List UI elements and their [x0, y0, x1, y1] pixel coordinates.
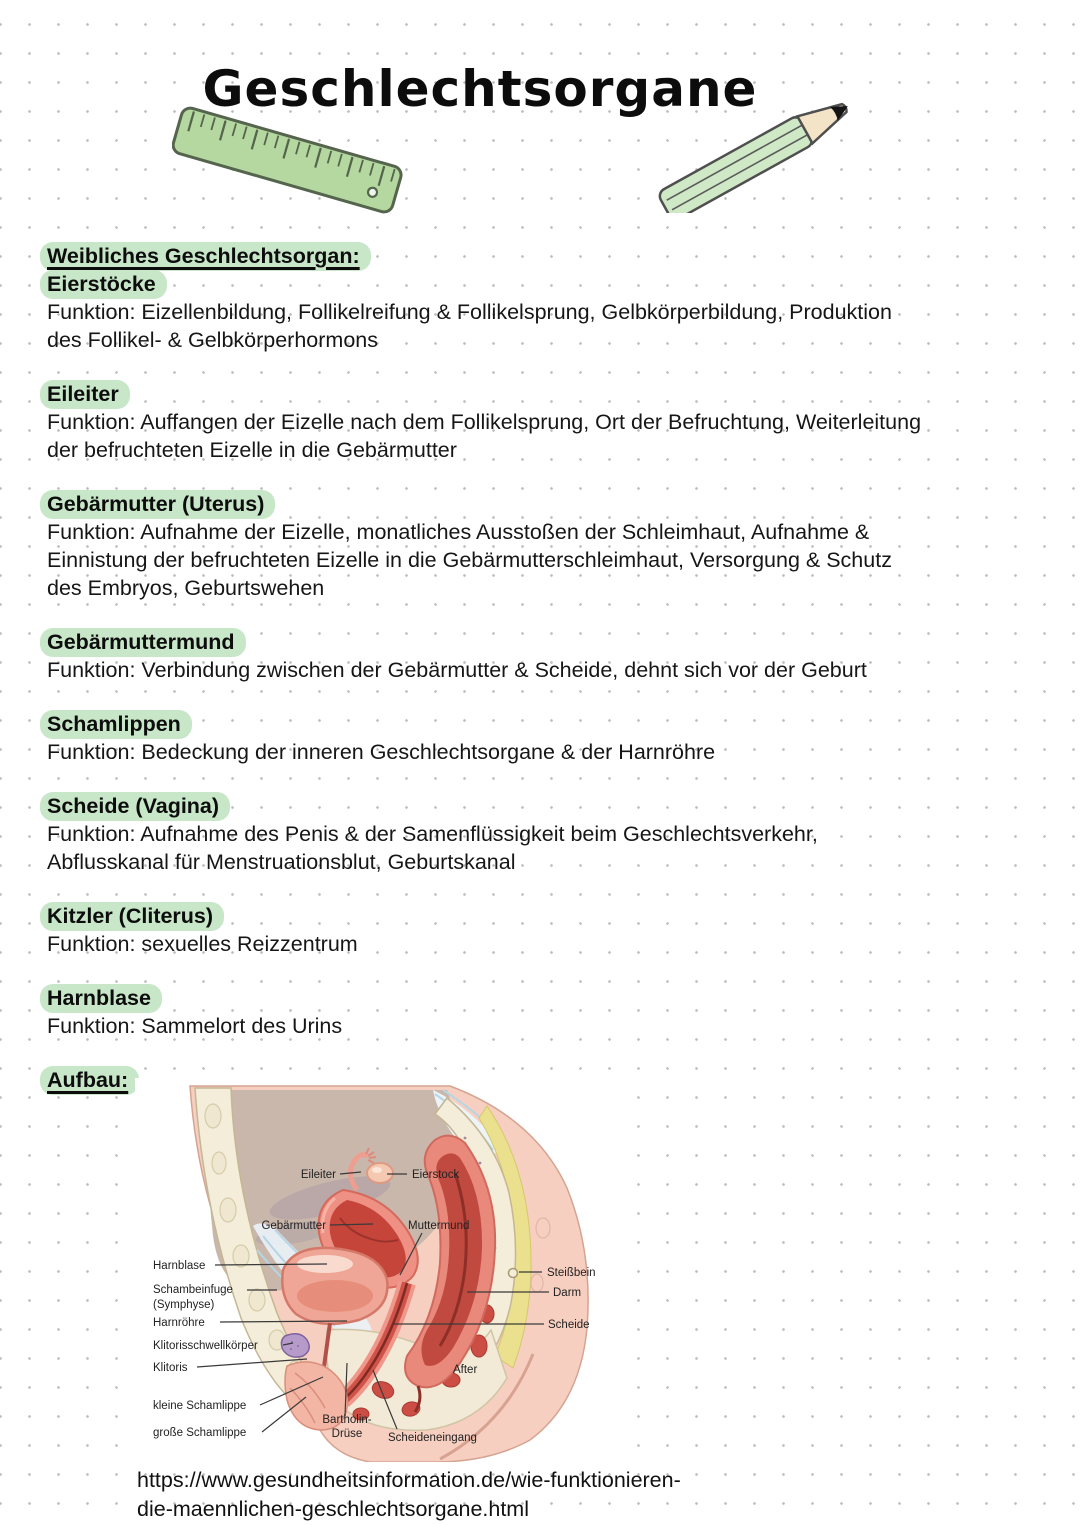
section-heading: Scheide (Vagina) — [40, 792, 230, 821]
section-scheide — [47, 792, 1047, 876]
section-eileiter — [47, 380, 1047, 464]
section-heading: Gebärmutter (Uterus) — [40, 490, 275, 519]
diagram-label-harnblase: Harnblase — [153, 1260, 206, 1272]
body-text: Abflusskanal für Menstruationsblut, Geburtskanal — [47, 850, 516, 874]
body-text: des Follikel- & Gelbkörperhormons — [47, 328, 378, 352]
body-text: Funktion: Sammelort des Urins — [47, 1014, 343, 1038]
section-weibliches-geschlechtsorgan — [47, 242, 1047, 270]
source-url-line2: die-maennlichen-geschlechtsorgane.html — [137, 1497, 529, 1521]
body-text: Einnistung der befruchteten Eizelle in die Gebärmutterschleimhaut, Versorgung & Schutz — [47, 548, 892, 572]
coccyx — [509, 1269, 518, 1278]
section-harnblase — [47, 984, 1047, 1040]
diagram-label-after: After — [453, 1364, 478, 1376]
section-heading: Kitzler (Cliterus) — [40, 902, 224, 931]
bladder — [282, 1248, 387, 1324]
diagram-label-steissbein: Steißbein — [547, 1267, 596, 1279]
body-text: Funktion: Auffangen der Eizelle nach dem Follikelsprung, Ort der Befruchtung, Weiterleitung — [47, 410, 922, 434]
diagram-label-symphyse: (Symphyse) — [153, 1299, 215, 1311]
diagram-label-eierstock: Eierstock — [412, 1169, 460, 1181]
body-text: Funktion: Aufnahme des Penis & der Samenflüssigkeit beim Geschlechtsverkehr, — [47, 822, 818, 846]
body-text: Funktion: sexuelles Reizzentrum — [47, 932, 358, 956]
page-title: Geschlechtsorgane — [202, 60, 758, 118]
section-heading: Aufbau: — [40, 1066, 139, 1095]
diagram-label-scheide: Scheide — [548, 1319, 590, 1331]
diagram-label-muttermund: Muttermund — [408, 1220, 470, 1232]
diagram-label-klitorisschwellkoerper: Klitorisschwellkörper — [153, 1340, 258, 1352]
source-citation — [137, 1466, 681, 1524]
diagram-label-bartholin-line2: Drüse — [331, 1428, 363, 1440]
section-heading: Schamlippen — [40, 710, 192, 739]
clitoral-body — [281, 1334, 309, 1357]
section-gebaermuttermund — [47, 628, 1047, 684]
body-text: der befruchteten Eizelle in die Gebärmutter — [47, 438, 457, 462]
notes-content — [47, 216, 1047, 1094]
diagram-label-grosse-schamlippe: große Schamlippe — [153, 1427, 247, 1439]
section-heading: Harnblase — [40, 984, 162, 1013]
diagram-label-darm: Darm — [553, 1287, 582, 1299]
section-heading: Gebärmuttermund — [40, 628, 246, 657]
ovary — [367, 1163, 393, 1183]
section-eierstoecke — [47, 270, 1047, 354]
body-text: Funktion: Eizellenbildung, Follikelreifung & Follikelsprung, Gelbkörperbildung, Produktion — [47, 300, 892, 324]
pencil-illustration — [645, 68, 880, 213]
body-text: Funktion: Bedeckung der inneren Geschlechtsorgane & der Harnröhre — [47, 740, 716, 764]
diagram-label-harnroehre: Harnröhre — [153, 1317, 205, 1329]
ruler-illustration — [172, 92, 462, 217]
diagram-label-kleine-schamlippe: kleine Schamlippe — [153, 1400, 247, 1412]
section-schamlippen — [47, 710, 1047, 766]
diagram-label-eileiter: Eileiter — [300, 1169, 336, 1181]
diagram-label-scheideneingang: Scheideneingang — [388, 1432, 477, 1444]
section-heading: Eileiter — [40, 380, 130, 409]
section-heading: Weibliches Geschlechtsorgan: — [40, 242, 371, 271]
body-text: Funktion: Aufnahme der Eizelle, monatliches Ausstoßen der Schleimhaut, Aufnahme & — [47, 520, 870, 544]
diagram-label-bartholin-line1: Bartholin- — [322, 1414, 372, 1426]
body-text: Funktion: Verbindung zwischen der Gebärmutter & Scheide, dehnt sich vor der Geburt — [47, 658, 867, 682]
source-url-line1: https://www.gesundheitsinformation.de/wie-funktionieren- — [137, 1468, 681, 1492]
section-kitzler — [47, 902, 1047, 958]
diagram-label-schambeinfuge: Schambeinfuge — [153, 1284, 233, 1296]
diagram-label-gebaermutter: Gebärmutter — [261, 1220, 326, 1232]
body-text: des Embryos, Geburtswehen — [47, 576, 325, 600]
anatomy-diagram — [135, 1078, 615, 1462]
section-gebaermutter — [47, 490, 1047, 602]
diagram-label-klitoris: Klitoris — [153, 1362, 188, 1374]
section-heading: Eierstöcke — [40, 270, 167, 299]
